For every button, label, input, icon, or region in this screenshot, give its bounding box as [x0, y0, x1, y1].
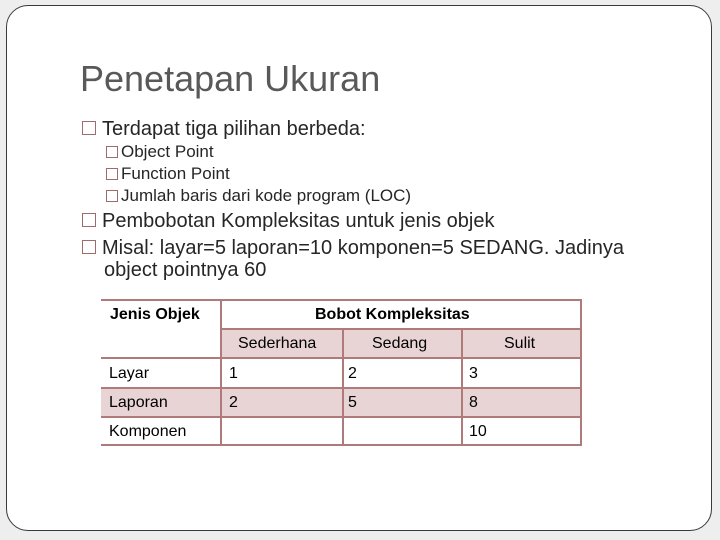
row-label-komponen: Komponen: [109, 423, 187, 440]
bullet-2: [82, 210, 494, 233]
row-label-laporan: Laporan: [109, 394, 168, 411]
slide-title: Penetapan Ukuran: [80, 58, 381, 99]
bullet-box-icon: [106, 146, 118, 158]
bullet-2-text: Pembobotan Kompleksitas untuk jenis objek: [102, 210, 495, 232]
bullet-box-icon: [82, 121, 96, 135]
table-cell: 2: [348, 365, 357, 382]
grid-line: [221, 328, 582, 330]
sub-bullet-3: [106, 186, 411, 206]
bullet-3-continuation: object pointnya 60: [104, 259, 267, 281]
table-cell: 2: [229, 394, 238, 411]
bullet-box-icon: [106, 168, 118, 180]
bullet-1-text: Terdapat tiga pilihan berbeda:: [102, 118, 366, 140]
bullet-3: [82, 237, 624, 260]
row-label-layar: Layar: [109, 365, 150, 382]
sub-bullet-1-text: Object Point: [121, 142, 214, 161]
grid-line: [580, 299, 582, 446]
grid-line: [461, 329, 463, 446]
sub-bullet-2-text: Function Point: [121, 164, 230, 183]
bullet-3-text: Misal: layar=5 laporan=10 komponen=5 SEDANG. Jadinya: [102, 237, 624, 259]
grid-line: [101, 299, 582, 301]
bullet-box-icon: [106, 190, 118, 202]
sub-bullet-3-text: Jumlah baris dari kode program (LOC): [121, 186, 412, 205]
grid-line: [342, 329, 344, 446]
bullet-1: [82, 118, 366, 141]
table-cell: 1: [229, 365, 238, 382]
table-cell: 5: [348, 394, 357, 411]
subheader-sedang: Sedang: [372, 335, 428, 352]
subheader-sederhana: Sederhana: [238, 335, 317, 352]
sub-bullet-2: [106, 164, 230, 184]
bullet-box-icon: [82, 240, 96, 254]
subheader-sulit: Sulit: [504, 335, 536, 352]
header-bobot-kompleksitas: Bobot Kompleksitas: [315, 306, 470, 323]
complexity-table: [101, 299, 582, 446]
table-cell: 10: [469, 423, 487, 440]
table-cell: 3: [469, 365, 478, 382]
header-jenis-objek: Jenis Objek: [110, 306, 200, 323]
table-cell: 8: [469, 394, 478, 411]
bullet-box-icon: [82, 213, 96, 227]
sub-bullet-1: [106, 142, 214, 162]
grid-line: [220, 299, 222, 446]
